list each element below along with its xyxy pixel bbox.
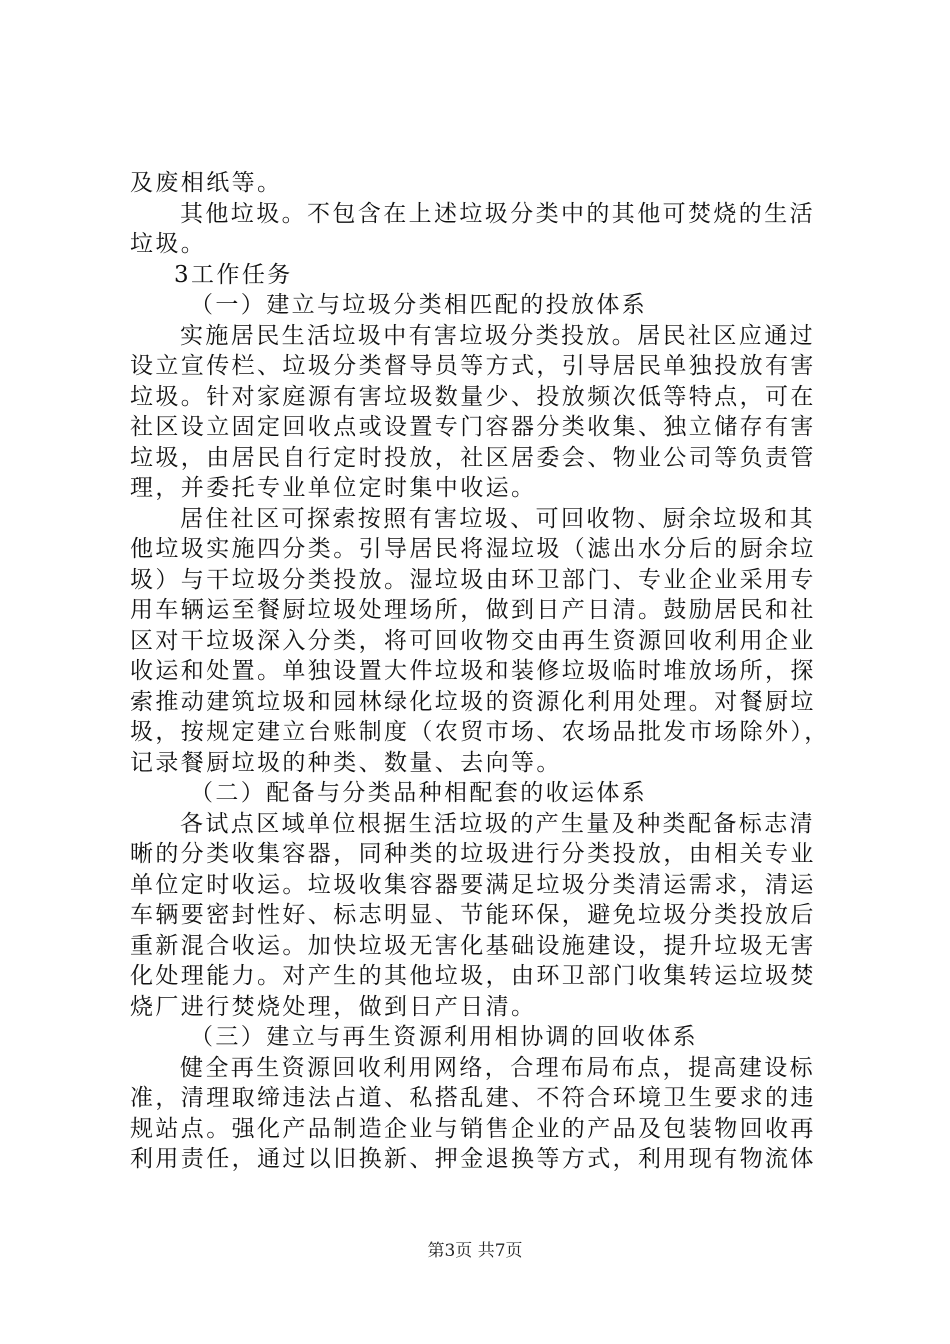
text-line: 其他垃圾。不包含在上述垃圾分类中的其他可焚烧的生活 [180, 200, 815, 227]
page-number-footer: 第3页 共7页 [427, 1241, 523, 1261]
text-line: 圾）与干垃圾分类投放。湿垃圾由环卫部门、专业企业采用专 [130, 566, 816, 593]
text-line: 用车辆运至餐厨垃圾处理场所，做到日产日清。鼓励居民和社 [130, 597, 816, 623]
text-line: 设立宣传栏、垃圾分类督导员等方式，引导居民单独投放有害 [130, 353, 816, 379]
text-line: 重新混合收运。加快垃圾无害化基础设施建设，提升垃圾无害 [130, 932, 816, 959]
text-line: 收运和处置。单独设置大件垃圾和装修垃圾临时堆放场所，探 [130, 658, 816, 684]
section-heading-line: （一）建立与垃圾分类相匹配的投放体系 [190, 292, 648, 318]
section-heading-line: （二）配备与分类品种相配套的收运体系 [190, 780, 648, 806]
text-line: 规站点。强化产品制造企业与销售企业的产品及包装物回收再 [130, 1115, 816, 1142]
text-line: 车辆要密封性好、标志明显、节能环保，避免垃圾分类投放后 [130, 902, 816, 928]
text-line: 社区设立固定回收点或设置专门容器分类收集、独立储存有害 [130, 414, 816, 440]
text-line: 垃圾。 [130, 231, 207, 257]
text-line: 实施居民生活垃圾中有害垃圾分类投放。居民社区应通过 [180, 322, 815, 349]
text-line: 区对干垃圾深入分类，将可回收物交由再生资源回收利用企业 [130, 627, 816, 654]
text-line: 准，清理取缔违法占道、私搭乱建、不符合环境卫生要求的违 [130, 1085, 816, 1111]
text-line: 垃圾。针对家庭源有害垃圾数量少、投放频次低等特点，可在 [130, 383, 816, 410]
text-line: 健全再生资源回收利用网络，合理布局布点，提高建设标 [180, 1054, 815, 1081]
text-line: 利用责任，通过以旧换新、押金退换等方式，利用现有物流体 [130, 1146, 816, 1172]
text-line: 理，并委托专业单位定时集中收运。 [130, 475, 537, 501]
text-line: 及废相纸等。 [130, 170, 283, 196]
section-heading-line: （三）建立与再生资源利用相协调的回收体系 [190, 1024, 698, 1050]
text-line: 居住社区可探索按照有害垃圾、可回收物、厨余垃圾和其 [180, 505, 815, 532]
text-line: 各试点区域单位根据生活垃圾的产生量及种类配备标志清 [180, 810, 815, 837]
text-line: 索推动建筑垃圾和园林绿化垃圾的资源化利用处理。对餐厨垃 [130, 688, 816, 715]
text-line: 晰的分类收集容器，同种类的垃圾进行分类投放，由相关专业 [130, 841, 816, 867]
text-line: 烧厂进行焚烧处理，做到日产日清。 [130, 993, 537, 1020]
text-line: 他垃圾实施四分类。引导居民将湿垃圾（滤出水分后的厨余垃 [130, 536, 816, 562]
text-line: 化处理能力。对产生的其他垃圾，由环卫部门收集转运垃圾焚 [130, 963, 816, 989]
document-body [130, 168, 835, 1175]
section-heading-line: 3工作任务 [174, 261, 293, 288]
text-line: 记录餐厨垃圾的种类、数量、去向等。 [130, 749, 562, 776]
text-line: 单位定时收运。垃圾收集容器要满足垃圾分类清运需求，清运 [130, 871, 816, 898]
text-line: 垃圾，由居民自行定时投放，社区居委会、物业公司等负责管 [130, 444, 816, 471]
text-line: 圾，按规定建立台账制度（农贸市场、农场品批发市场除外）， [130, 719, 830, 745]
